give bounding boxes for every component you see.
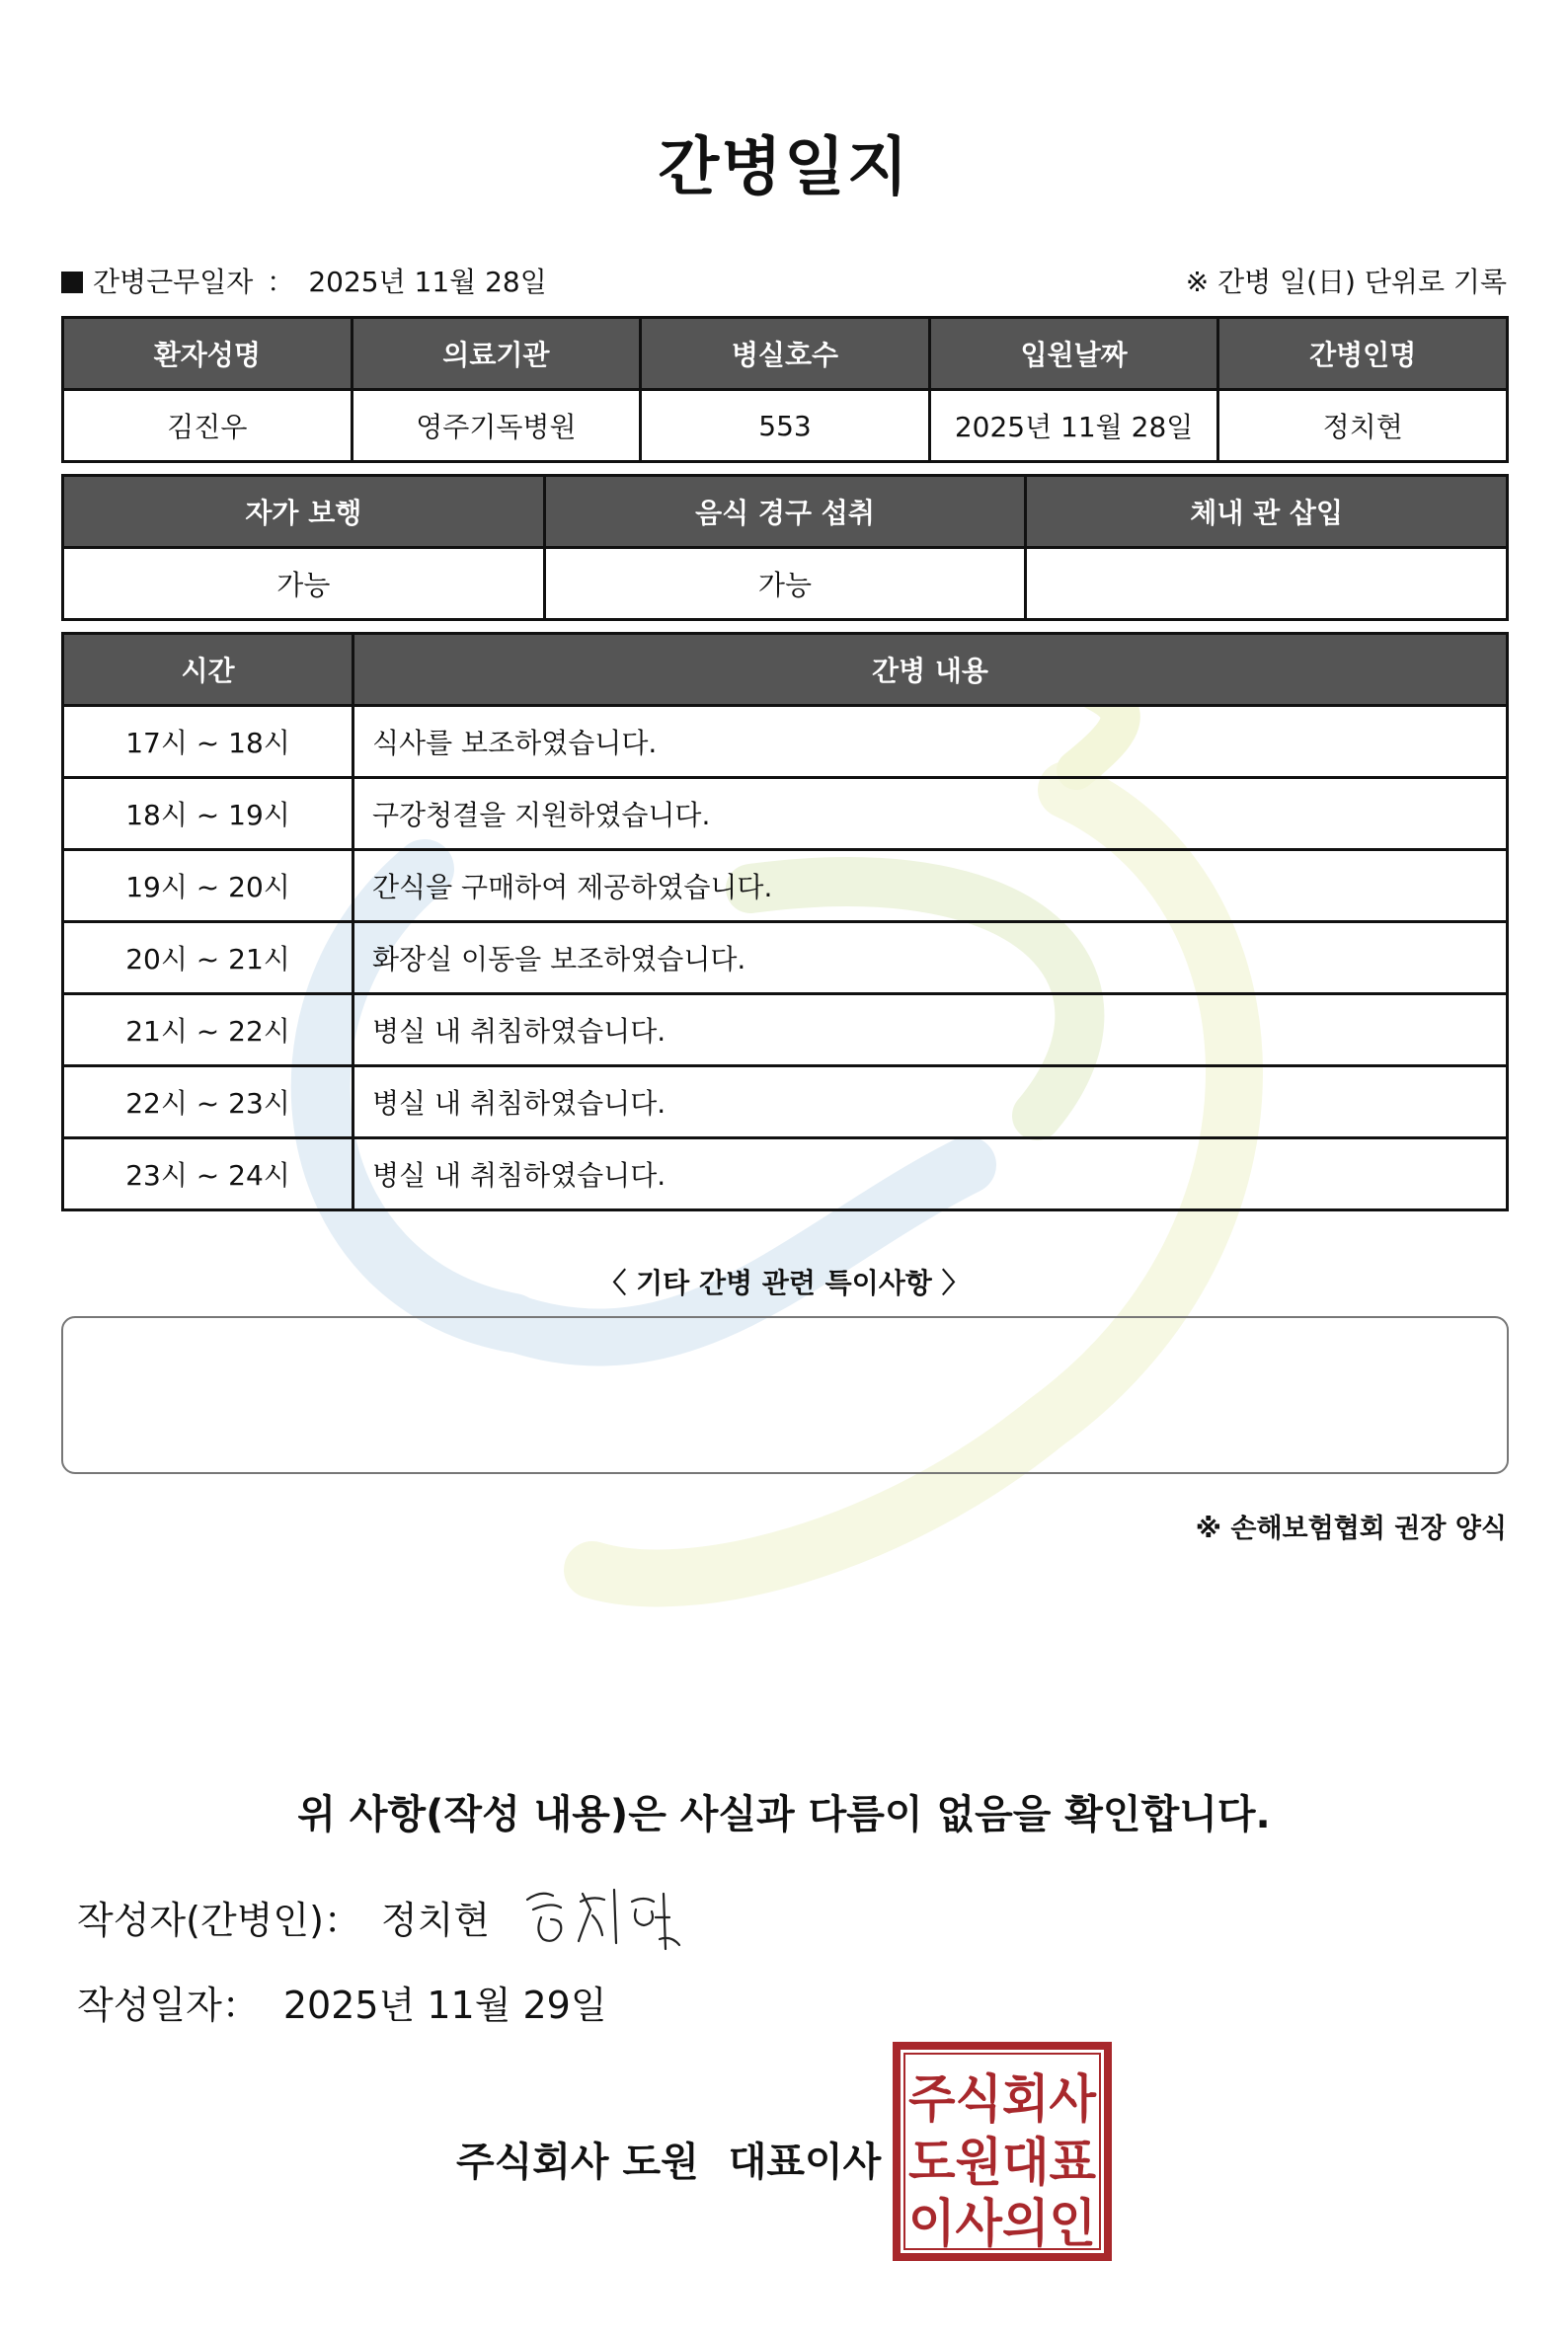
care-log-header-row bbox=[63, 634, 1508, 706]
room-number: 553 bbox=[641, 390, 930, 462]
hospital: 영주기독병원 bbox=[352, 390, 641, 462]
header-caregiver-name: 간병인명 bbox=[1218, 318, 1508, 390]
oral-intake-value: 가능 bbox=[544, 548, 1026, 620]
time-cell: 18시 ~ 19시 bbox=[63, 778, 353, 850]
header-hospital: 의료기관 bbox=[352, 318, 641, 390]
time-cell: 23시 ~ 24시 bbox=[63, 1138, 353, 1210]
table-row bbox=[63, 994, 1508, 1066]
admission-date: 2025년 11월 28일 bbox=[929, 390, 1218, 462]
document-title: 간병일지 bbox=[658, 131, 910, 204]
square-bullet-icon bbox=[61, 272, 83, 293]
confirmation-statement: 위 사항(작성 내용)은 사실과 다름이 없음을 확인합니다. bbox=[297, 1792, 1271, 1837]
caregiver-name: 정치현 bbox=[1218, 390, 1508, 462]
company-name: 주식회사 도원 bbox=[456, 2140, 699, 2185]
svg-text:이사의인: 이사의인 bbox=[908, 2195, 1096, 2254]
notes-title: 〈 기타 간병 관련 특이사항 〉 bbox=[598, 1267, 970, 1299]
handwritten-signature bbox=[521, 1880, 689, 1959]
writer-label: 작성자(간병인)： bbox=[77, 1899, 361, 1942]
company-seal-icon bbox=[893, 2042, 1112, 2261]
patient-info-table bbox=[61, 316, 1509, 463]
header-time: 시간 bbox=[63, 634, 353, 706]
work-date-colon: ： bbox=[267, 266, 295, 298]
table-row bbox=[63, 1138, 1508, 1210]
table-row bbox=[63, 706, 1508, 778]
time-cell: 17시 ~ 18시 bbox=[63, 706, 353, 778]
table-row bbox=[63, 1066, 1508, 1138]
table-row bbox=[63, 850, 1508, 922]
time-cell: 20시 ~ 21시 bbox=[63, 922, 353, 994]
header-patient-name: 환자성명 bbox=[63, 318, 353, 390]
time-cell: 19시 ~ 20시 bbox=[63, 850, 353, 922]
table-row bbox=[63, 922, 1508, 994]
tube-insertion-value bbox=[1026, 548, 1508, 620]
patient-status-value-row bbox=[63, 548, 1508, 620]
work-date-value: 2025년 11월 28일 bbox=[308, 266, 547, 298]
work-date-label: 간병근무일자 bbox=[93, 266, 254, 298]
svg-text:도원대표: 도원대표 bbox=[908, 2134, 1096, 2193]
patient-info-header-row bbox=[63, 318, 1508, 390]
content-cell: 병실 내 취침하였습니다. bbox=[353, 1066, 1508, 1138]
content-cell: 화장실 이동을 보조하였습니다. bbox=[353, 922, 1508, 994]
svg-text:주식회사: 주식회사 bbox=[908, 2070, 1097, 2130]
time-cell: 21시 ~ 22시 bbox=[63, 994, 353, 1066]
header-tube-insertion: 체내 관 삽입 bbox=[1026, 476, 1508, 548]
writer-line bbox=[77, 1890, 490, 1944]
header-self-walking: 자가 보행 bbox=[63, 476, 545, 548]
form-reference: ※ 손해보험협회 권장 양식 bbox=[1195, 1514, 1507, 1544]
company-title: 대표이사 bbox=[728, 2140, 882, 2185]
patient-info-value-row bbox=[63, 390, 1508, 462]
content-cell: 병실 내 취침하였습니다. bbox=[353, 994, 1508, 1066]
writer-name: 정치현 bbox=[380, 1899, 491, 1942]
unit-note: ※ 간병 일(日) 단위로 기록 bbox=[1185, 266, 1507, 298]
notes-box bbox=[61, 1316, 1509, 1474]
patient-name: 김진우 bbox=[63, 390, 353, 462]
written-date-value: 2025년 11월 29일 bbox=[282, 1984, 607, 2027]
care-log-table bbox=[61, 632, 1509, 1211]
header-oral-intake: 음식 경구 섭취 bbox=[544, 476, 1026, 548]
work-date bbox=[61, 261, 547, 300]
content-cell: 구강청결을 지원하였습니다. bbox=[353, 778, 1508, 850]
table-row bbox=[63, 778, 1508, 850]
company-line bbox=[456, 2131, 881, 2187]
content-cell: 간식을 구매하여 제공하였습니다. bbox=[353, 850, 1508, 922]
patient-status-header-row bbox=[63, 476, 1508, 548]
time-cell: 22시 ~ 23시 bbox=[63, 1066, 353, 1138]
patient-status-table bbox=[61, 474, 1509, 621]
header-room-number: 병실호수 bbox=[641, 318, 930, 390]
header-admission-date: 입원날짜 bbox=[929, 318, 1218, 390]
written-date-label: 작성일자： bbox=[77, 1984, 260, 2027]
self-walking-value: 가능 bbox=[63, 548, 545, 620]
header-care-content: 간병 내용 bbox=[353, 634, 1508, 706]
content-cell: 병실 내 취침하였습니다. bbox=[353, 1138, 1508, 1210]
content-cell: 식사를 보조하였습니다. bbox=[353, 706, 1508, 778]
written-date-line bbox=[77, 1975, 607, 2029]
